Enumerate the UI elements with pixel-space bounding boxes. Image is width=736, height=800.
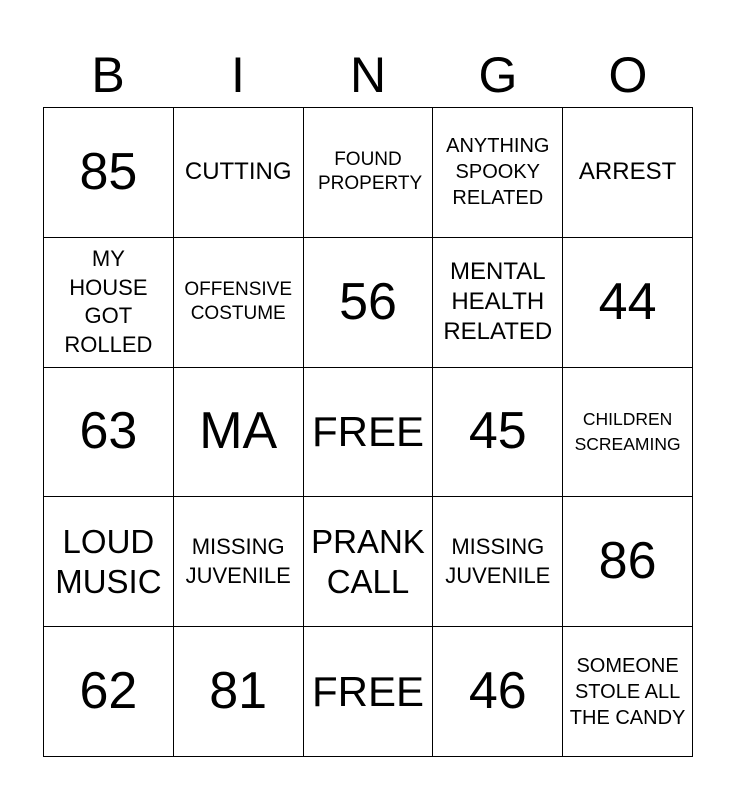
bingo-cell [304,238,434,368]
bingo-cell [304,497,434,627]
cell-text: FOUND PROPERTY [317,148,423,195]
bingo-cell [44,627,174,757]
bingo-cell [433,238,563,368]
bingo-cell [174,368,304,498]
cell-text: MA [199,402,278,461]
bingo-cell [44,497,174,627]
cell-text: MISSING JUVENILE [445,534,551,588]
bingo-cell [563,627,693,757]
bingo-cell-free [304,368,434,498]
bingo-cell [563,108,693,238]
cell-text: MENTAL HEALTH RELATED [443,258,553,346]
bingo-cell [174,108,304,238]
cell-text: 46 [468,662,527,720]
cell-text: 44 [598,272,657,331]
cell-text: FREE [311,667,424,715]
header-letter-i: I [231,47,245,103]
bingo-cell [44,238,174,368]
bingo-cell [44,368,174,498]
cell-text: CUTTING [184,158,292,186]
cell-text: MY HOUSE GOT ROLLED [64,246,153,357]
cell-text: FREE [311,407,424,455]
cell-text: 85 [79,142,138,201]
cell-text: 62 [79,662,138,720]
cell-text: SOMEONE STOLE ALL THE CANDY [569,654,686,729]
cell-text: 45 [468,402,527,461]
bingo-cell [433,368,563,498]
cell-text: 56 [339,272,397,331]
bingo-cell [44,108,174,238]
header-letter-g: G [478,47,518,103]
bingo-cell [563,368,693,498]
bingo-cell [563,238,693,368]
cell-text: MISSING JUVENILE [185,534,291,588]
bingo-cell [433,627,563,757]
cell-text: OFFENSIVE COSTUME [184,278,293,325]
header-letter-o: O [608,47,648,103]
bingo-cell [563,497,693,627]
bingo-cell [174,497,304,627]
cell-text: PRANK CALL [311,523,425,600]
cell-text: LOUD MUSIC [55,523,162,600]
bingo-cell-free [304,627,434,757]
cell-text: ANYTHING SPOOKY RELATED [446,135,550,210]
cell-text: CHILDREN SCREAMING [574,409,681,454]
cell-text: 81 [209,662,268,720]
bingo-cell [433,108,563,238]
header-letter-b: B [91,47,125,103]
cell-text: 86 [598,532,657,591]
bingo-card [43,107,693,757]
bingo-cell [433,497,563,627]
bingo-cell [174,238,304,368]
cell-text: ARREST [578,158,677,186]
bingo-cell [174,627,304,757]
bingo-cell [304,108,434,238]
header-letter-n: N [349,47,387,103]
bingo-header [43,44,693,106]
cell-text: 63 [79,402,138,461]
